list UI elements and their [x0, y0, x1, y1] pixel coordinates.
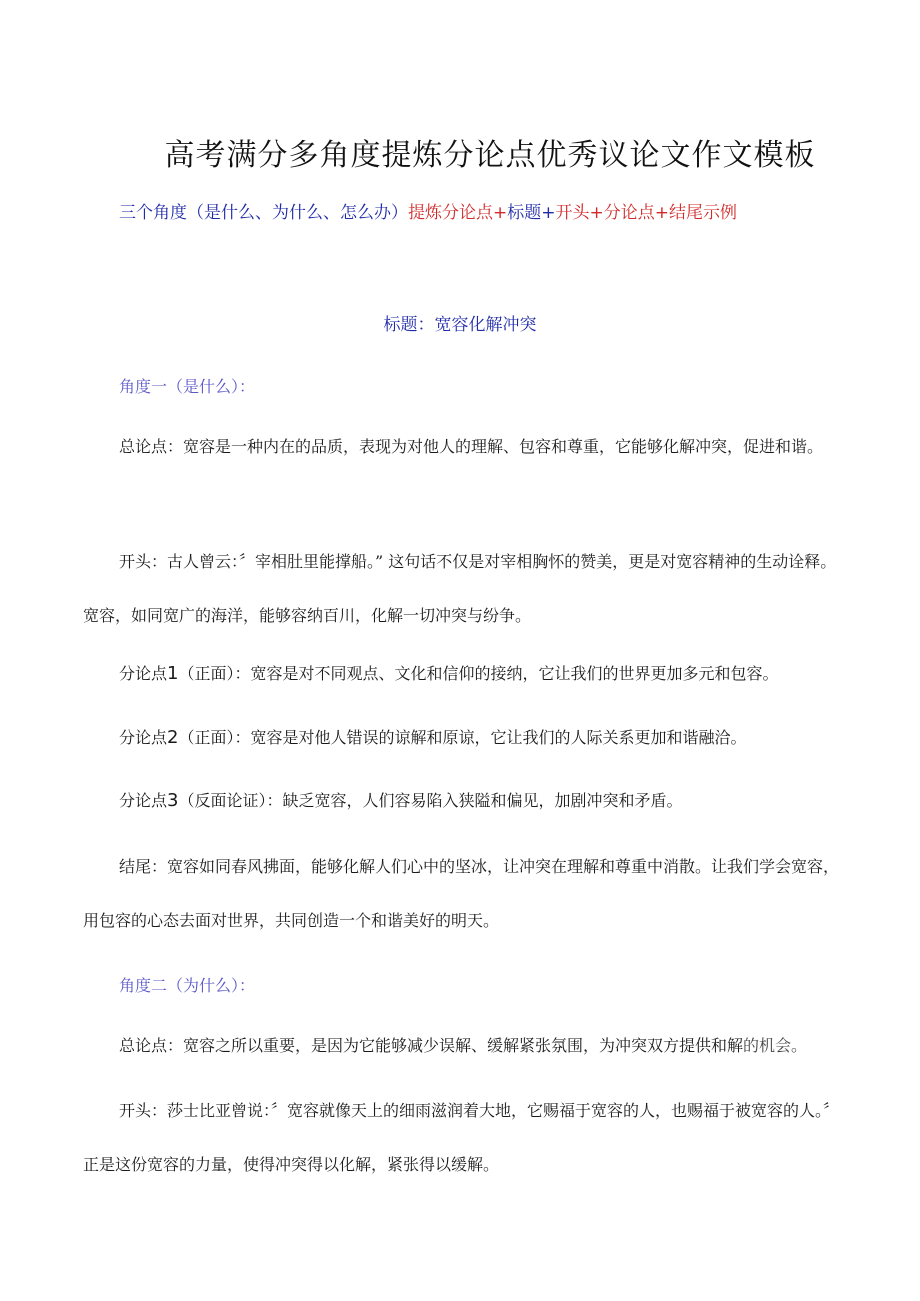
angle1-thesis: 总论点：宽容是一种内在的品质，表现为对他人的理解、包容和尊重，它能够化解冲突，促进和谐。: [119, 437, 824, 456]
angle1-point1: [83, 647, 843, 701]
subtitle: [119, 198, 737, 223]
point2-text: （正面）：宽容是对他人错误的谅解和原谅，它让我们的人际关系更加和谐融洽。: [178, 728, 747, 747]
point3-number: 3: [167, 790, 179, 811]
angle2-heading: 角度二（为什么）：: [119, 976, 256, 995]
angle2-thesis: [83, 1019, 843, 1073]
subtitle-title: 标题+: [507, 203, 556, 223]
subtitle-examples: 开头+分论点+结尾示例: [555, 203, 737, 223]
point1-text: （正面）：宽容是对不同观点、文化和信仰的接纳，它让我们的世界更加多元和包容。: [178, 664, 779, 683]
subtitle-extract: 提炼分论点+: [408, 203, 508, 223]
point1-number: 1: [167, 663, 179, 684]
point2-prefix: 分论点: [119, 728, 168, 747]
angle2-thesis-tail: 的机会。: [743, 1036, 808, 1055]
subtitle-angles: 三个角度（是什么、为什么、怎么办）: [119, 203, 408, 223]
angle2-opening: 开头：莎士比亚曾说：〞宽容就像天上的细雨滋润着大地，它赐福于宽容的人，也赐福于被宽容的人。〞正是这份宽容的力量，使得冲突得以化解，紧张得以缓解。: [83, 1101, 840, 1174]
angle1-ending: 结尾：宽容如同春风拂面，能够化解人们心中的坚冰，让冲突在理解和尊重中消散。让我们学会宽容，用包容的心态去面对世界，共同创造一个和谐美好的明天。: [83, 857, 840, 930]
point2-number: 2: [167, 727, 179, 748]
page-title: 高考满分多角度提炼分论点优秀议论文作文模板: [164, 138, 816, 173]
angle1-heading: 角度一（是什么）：: [119, 377, 256, 396]
point3-prefix: 分论点: [119, 791, 168, 810]
angle2-thesis-main: 总论点：宽容之所以重要，是因为它能够减少误解、缓解紧张氛围，为冲突双方提供和解: [119, 1036, 744, 1055]
point1-prefix: 分论点: [119, 664, 168, 683]
angle1-point2: [83, 711, 843, 765]
point3-text: （反面论证）：缺乏宽容，人们容易陷入狭隘和偏见，加剧冲突和矛盾。: [178, 791, 683, 810]
essay-title: 标题：宽容化解冲突: [383, 315, 537, 335]
angle1-opening: 开头：古人曾云：〞宰相肚里能撑船。” 这句话不仅是对宰相胸怀的赞美，更是对宽容精神的生动诠释。宽容，如同宽广的海洋，能够容纳百川，化解一切冲突与纷争。: [83, 552, 837, 625]
angle1-point3: [83, 774, 843, 828]
